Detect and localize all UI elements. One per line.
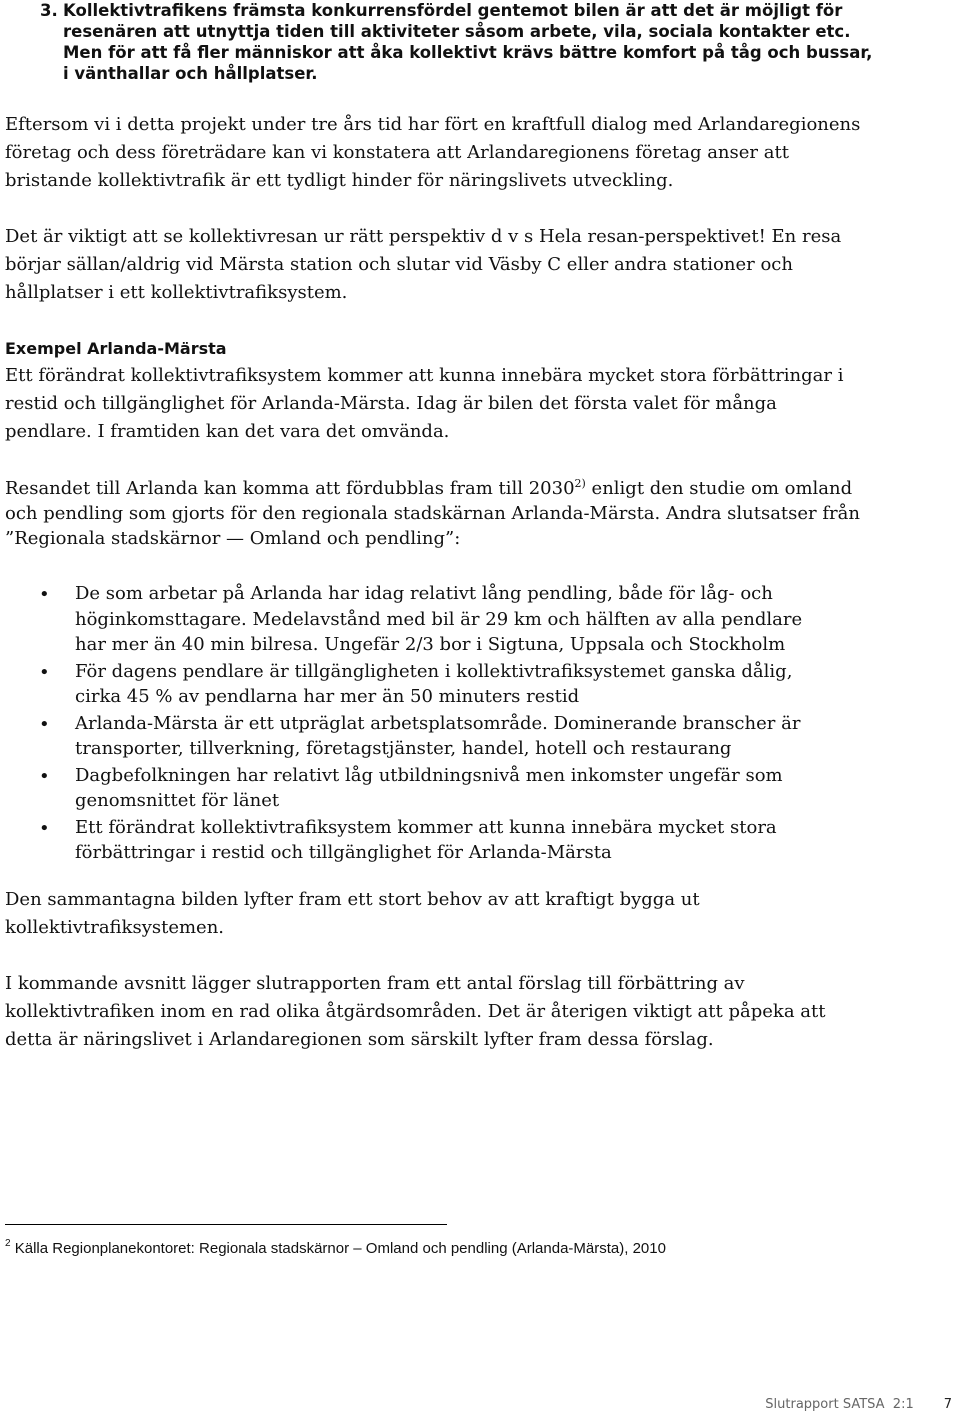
paragraph-line: I kommande avsnitt lägger slutrapporten fram ett antal förslag till förbättring av bbox=[5, 973, 745, 994]
paragraph-line: restid och tillgänglighet för Arlanda-Märsta. Idag är bilen det första valet för många bbox=[5, 393, 777, 414]
footnote-text: Källa Regionplanekontoret: Regionala stadskärnor – Omland och pendling (Arlanda-Märsta), 2010 bbox=[10, 1240, 666, 1257]
paragraph-line: Eftersom vi i detta projekt under tre års tid har fört en kraftfull dialog med Arlandaregionens bbox=[5, 114, 861, 135]
paragraph-line: Ett förändrat kollektivtrafiksystem kommer att kunna innebära mycket stora förbättringar i bbox=[5, 365, 844, 386]
footnote-mark: 2 bbox=[5, 1238, 11, 1249]
item-line: Kollektivtrafikens främsta konkurrensfördel gentemot bilen är att det är möjligt för bbox=[63, 1, 843, 20]
page-footer bbox=[765, 1397, 952, 1412]
paragraph-line: pendlare. I framtiden kan det vara det omvända. bbox=[5, 421, 450, 442]
paragraph-line: företag och dess företrädare kan vi konstatera att Arlandaregionens företag anser att bbox=[5, 142, 789, 163]
paragraph-line: kollektivtrafiken inom en rad olika åtgärdsområden. Det är återigen viktigt att påpeka att bbox=[5, 1001, 826, 1022]
bullet-icon: • bbox=[39, 584, 50, 605]
list-item: • Arlanda-Märsta är ett utpräglat arbetsplatsområde. Dominerande branscher är transporter, tillverkning, företagstjänster, handel, hotell och restaurang bbox=[39, 712, 801, 759]
list-item: • Dagbefolkningen har relativt låg utbildningsnivå men inkomster ungefär som genomsnittet för länet bbox=[39, 764, 783, 811]
list-item: • De som arbetar på Arlanda har idag relativt lång pendling, både för låg- och höginkomsttagare. Medelavstånd med bil är 29 km och hälften av alla pendlare har mer än 40 min bilresa. Ungefär 2/3 bor i Sigtuna, Uppsala och Stockholm bbox=[39, 583, 803, 655]
example-heading: Exempel Arlanda-Märsta bbox=[5, 339, 227, 358]
paragraph-line: börjar sällan/aldrig vid Märsta station och slutar vid Väsby C eller andra stationer och bbox=[5, 254, 793, 275]
paragraph-line: kollektivtrafiksystemen. bbox=[5, 917, 225, 938]
bullet-icon: • bbox=[39, 765, 50, 787]
footnote bbox=[5, 1238, 666, 1260]
paragraph-line: hållplatser i ett kollektivtrafiksystem. bbox=[5, 282, 348, 303]
paragraph-line: detta är näringslivet i Arlandaregionen som särskilt lyfter fram dessa förslag. bbox=[5, 1029, 714, 1050]
item-line: Men för att få fler människor att åka kollektivt krävs bättre komfort på tåg och bussar, bbox=[63, 43, 873, 62]
list-item: • Ett förändrat kollektivtrafiksystem kommer att kunna innebära mycket stora förbättringar i restid och tillgänglighet för Arlanda-Märsta bbox=[39, 816, 777, 863]
bullet-icon: • bbox=[39, 713, 50, 735]
numbered-item-3 bbox=[40, 0, 940, 84]
paragraph-example bbox=[5, 362, 935, 446]
paragraph-line: ”Regionala stadskärnor — Omland och pendling”: bbox=[5, 528, 461, 549]
list-item: • För dagens pendlare är tillgängligheten i kollektivtrafiksystemet ganska dålig, cirka 45 % av pendlarna har mer än 50 minuters restid bbox=[39, 660, 793, 707]
conclusions-list bbox=[5, 581, 935, 867]
paragraph-line: Den sammantagna bilden lyfter fram ett stort behov av att kraftigt bygga ut bbox=[5, 889, 700, 910]
footer-label: Slutrapport SATSA 2:1 bbox=[765, 1397, 914, 1412]
footnote-separator bbox=[5, 1224, 447, 1225]
item-line: i vänthallar och hållplatser. bbox=[63, 64, 318, 83]
paragraph-summary bbox=[5, 886, 935, 942]
paragraph-next-section bbox=[5, 970, 935, 1054]
paragraph-travel-forecast bbox=[5, 476, 935, 551]
page-number: 7 bbox=[943, 1397, 952, 1412]
paragraph-perspective bbox=[5, 223, 935, 307]
item-number: 3. bbox=[40, 1, 58, 20]
footnote-reference: 2) bbox=[574, 477, 586, 490]
bullet-icon: • bbox=[39, 817, 50, 839]
bullet-icon: • bbox=[39, 661, 50, 683]
paragraph-dialog bbox=[5, 111, 935, 195]
paragraph-line: och pendling som gjorts för den regionala stadskärnan Arlanda-Märsta. Andra slutsatser från bbox=[5, 503, 860, 524]
paragraph-line: Det är viktigt att se kollektivresan ur rätt perspektiv d v s Hela resan-perspektivet! En resa bbox=[5, 226, 842, 247]
paragraph-line: bristande kollektivtrafik är ett tydligt hinder för näringslivets utveckling. bbox=[5, 170, 674, 191]
item-line: resenären att utnyttja tiden till aktiviteter såsom arbete, vila, sociala kontakter etc. bbox=[63, 22, 851, 41]
paragraph-line: Resandet till Arlanda kan komma att fördubblas fram till 2030$^{2)}$ enligt den studie om omland bbox=[5, 477, 853, 499]
